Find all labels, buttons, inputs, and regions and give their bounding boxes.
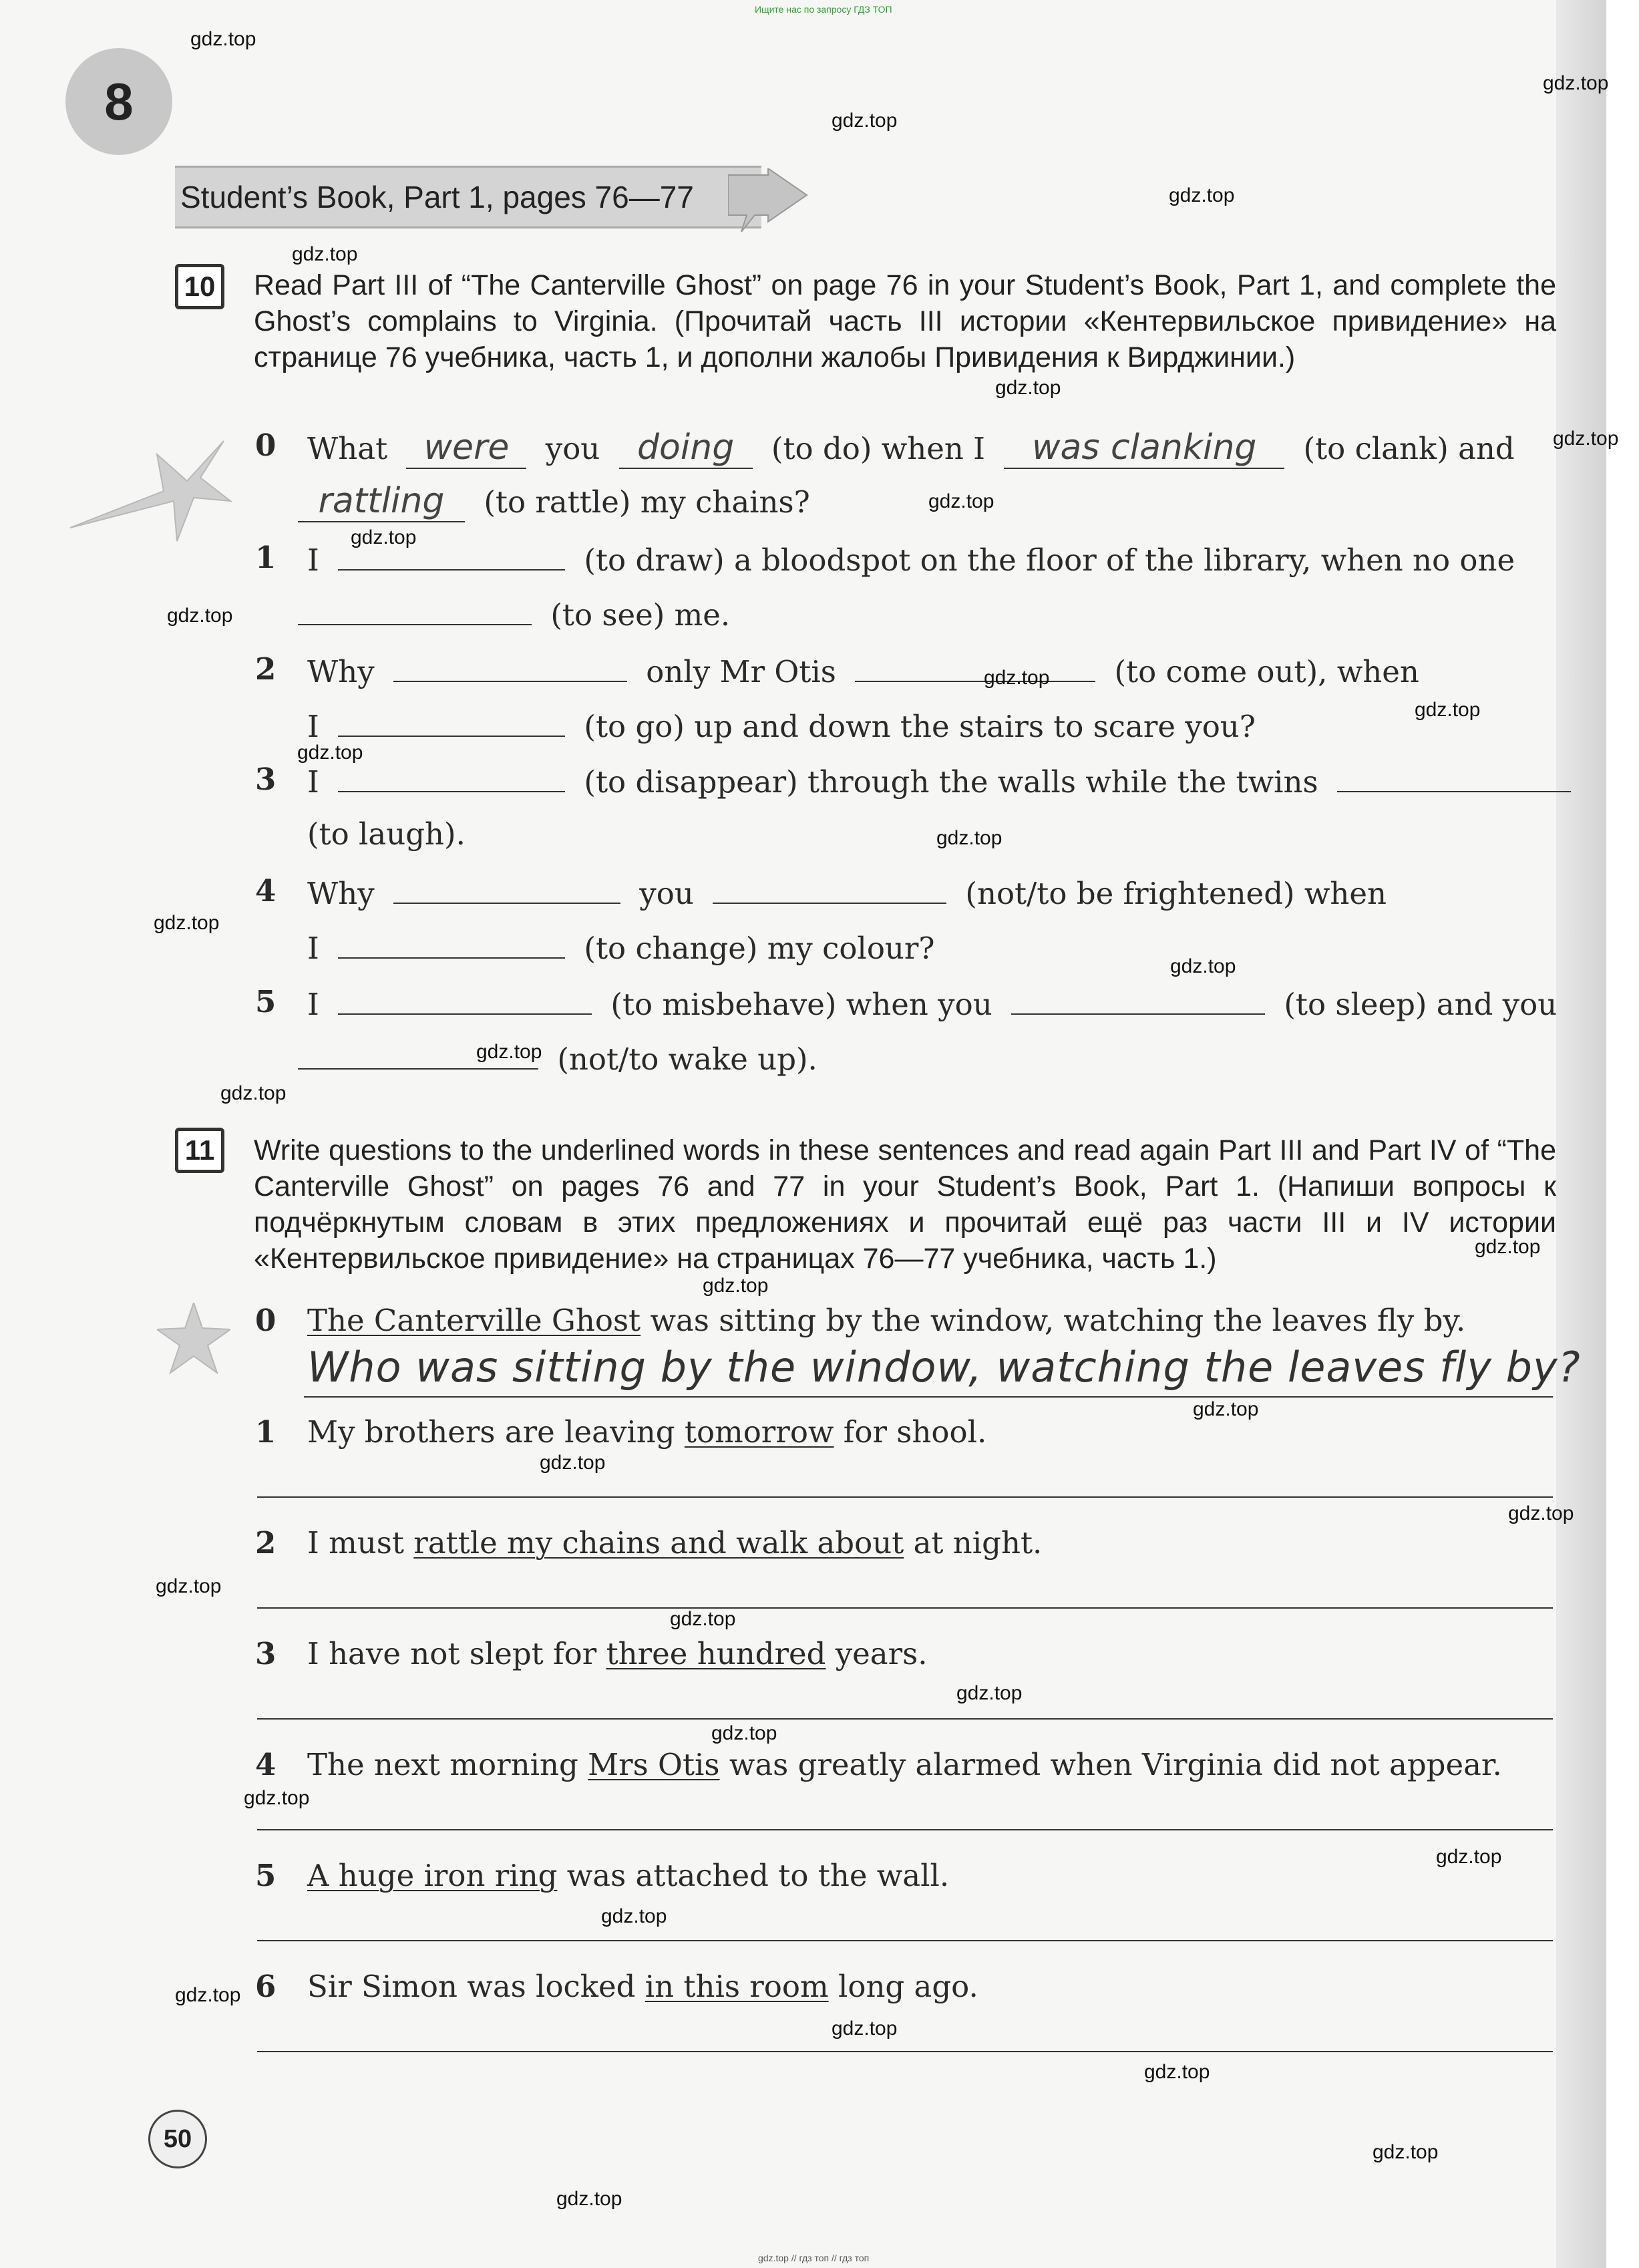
ex10-item-5-line2 xyxy=(298,1039,817,1077)
watermark: gdz.top xyxy=(832,110,898,132)
ex11-item-4-sentence xyxy=(307,1747,1502,1782)
ex10-item-5-text-c: (to sleep) and you xyxy=(1284,987,1558,1022)
ex10-item-2-text-e: (to go) up and down the stairs to scare you? xyxy=(584,709,1256,744)
ex10-item-1-text-c: (to see) me. xyxy=(550,597,731,633)
ex10-item-4-line2 xyxy=(307,928,935,966)
ex11-item-4-underlined: Mrs Otis xyxy=(588,1747,720,1782)
ex11-item-4-answer-line[interactable] xyxy=(257,1829,1553,1830)
ex10-item-1-text-a: I xyxy=(307,542,319,578)
watermark: gdz.top xyxy=(244,1787,310,1809)
ex11-item-4-number: 4 xyxy=(255,1747,277,1782)
star-icon xyxy=(157,1303,230,1376)
ex10-item-3-line2 xyxy=(307,816,466,852)
ex11-item-1-rest: for shool. xyxy=(834,1414,987,1450)
ex10-item-3-line1 xyxy=(307,762,1580,800)
page-number: 50 xyxy=(148,2110,207,2168)
ex10-item-4-text-a: Why xyxy=(307,876,375,911)
ex10-item-3-blank-1[interactable] xyxy=(338,762,565,792)
watermark: gdz.top xyxy=(156,1575,222,1597)
ex10-item-5-blank-2[interactable] xyxy=(1011,984,1265,1015)
ex11-item-1-answer-line[interactable] xyxy=(257,1496,1553,1498)
watermark: gdz.top xyxy=(540,1452,606,1474)
watermark: gdz.top xyxy=(476,1041,542,1063)
ex10-item-3-text-a: I xyxy=(307,764,319,800)
ex10-item-0-answer-3[interactable]: was clanking xyxy=(1004,428,1284,469)
ex11-item-3-pre: I have not slept for xyxy=(307,1636,606,1671)
bottom-note: gdz.top // гдз топ // гдз топ xyxy=(758,2253,870,2263)
banner-arrow-icon xyxy=(728,168,808,242)
ex10-item-5-text-a: I xyxy=(307,987,319,1022)
watermark: gdz.top xyxy=(956,1682,1023,1704)
ex11-item-6-answer-line[interactable] xyxy=(257,2051,1553,2052)
ex10-item-2-text-b: only Mr Otis xyxy=(646,654,836,689)
watermark: gdz.top xyxy=(703,1275,769,1297)
exercise-10-instruction: Read Part III of “The Canterville Ghost” on page 76 in your Student’s Book, Part 1, and complete the Ghost’s complains to Virginia. (Прочитай часть III истории «Кентервильское привидение» на странице 76 учебника, часть 1, и дополни жалобы Привидения к Вирджинии.) xyxy=(254,269,1556,373)
ex11-item-2-number: 2 xyxy=(255,1525,277,1561)
ex11-item-6-pre: Sir Simon was locked xyxy=(307,1969,645,2004)
ex10-item-2-line1 xyxy=(307,651,1419,689)
ex11-item-3-underlined: three hundred xyxy=(606,1636,826,1671)
ex11-item-5-answer-line[interactable] xyxy=(257,1940,1553,1941)
watermark: gdz.top xyxy=(175,1984,241,2006)
watermark: gdz.top xyxy=(154,912,220,934)
ex11-item-5-underlined: A huge iron ring xyxy=(307,1858,558,1893)
ex10-item-1-line2 xyxy=(298,595,730,633)
ex10-item-2-line2 xyxy=(307,706,1256,744)
unit-number: 8 xyxy=(65,48,172,155)
ex10-item-3-blank-2[interactable] xyxy=(1337,762,1571,792)
ex10-item-0-text-e: (to rattle) my chains? xyxy=(484,484,810,520)
ex11-item-3-number: 3 xyxy=(255,1636,277,1671)
ex10-item-5-number: 5 xyxy=(255,984,277,1019)
ex10-item-4-text-e: (to change) my colour? xyxy=(584,931,935,966)
ex11-item-0-underlined: The Canterville Ghost xyxy=(307,1303,641,1338)
ex10-item-0-number: 0 xyxy=(255,428,277,463)
ex10-item-2-number: 2 xyxy=(255,651,277,687)
ex10-item-5-text-b: (to misbehave) when you xyxy=(610,987,992,1022)
ex11-item-4-rest: was greatly alarmed when Virginia did not appear. xyxy=(719,1747,1502,1782)
ex11-item-5-rest: was attached to the wall. xyxy=(557,1858,950,1893)
watermark: gdz.top xyxy=(167,605,233,627)
watermark: gdz.top xyxy=(1475,1236,1541,1258)
ex10-item-0-line2 xyxy=(298,481,810,522)
ex10-item-4-blank-2[interactable] xyxy=(713,873,946,904)
ex11-item-0-number: 0 xyxy=(255,1303,277,1338)
ex11-item-3-sentence xyxy=(307,1636,928,1671)
ex11-item-1-underlined: tomorrow xyxy=(684,1414,834,1450)
watermark: gdz.top xyxy=(832,2017,898,2040)
ex10-item-4-number: 4 xyxy=(255,873,277,909)
ex10-item-4-text-d: I xyxy=(307,931,319,966)
ex11-item-3-rest: years. xyxy=(826,1636,928,1671)
ex11-item-6-sentence xyxy=(307,1969,978,2004)
ex11-item-2-rest: at night. xyxy=(904,1525,1043,1561)
watermark: gdz.top xyxy=(1553,428,1619,450)
watermark: gdz.top xyxy=(1169,184,1235,206)
ex11-item-5-sentence xyxy=(307,1858,949,1893)
ex10-item-3-number: 3 xyxy=(255,762,277,797)
watermark: gdz.top xyxy=(220,1082,287,1104)
ex10-item-2-blank-2[interactable] xyxy=(855,651,1095,682)
ex11-item-0-answer[interactable]: Who was sitting by the window, watching the leaves fly by? xyxy=(307,1343,1581,1392)
ex11-item-2-underlined: rattle my chains and walk about xyxy=(413,1525,904,1561)
watermark: gdz.top xyxy=(297,742,363,764)
ex11-item-0-answer-line xyxy=(304,1396,1553,1398)
watermark: gdz.top xyxy=(190,28,256,50)
ex10-item-4-blank-1[interactable] xyxy=(393,873,620,904)
ex10-item-3-text-b: (to disappear) through the walls while the twins xyxy=(584,764,1318,800)
watermark: gdz.top xyxy=(1436,1846,1502,1868)
ex10-item-0-text-b: you xyxy=(545,431,600,466)
ex10-item-2-blank-1[interactable] xyxy=(393,651,627,682)
watermark: gdz.top xyxy=(984,667,1050,689)
ex10-item-0-text-d: (to clank) and xyxy=(1303,431,1515,466)
ex10-item-4-blank-3[interactable] xyxy=(338,928,565,959)
watermark: gdz.top xyxy=(351,526,417,548)
ex11-item-3-answer-line[interactable] xyxy=(257,1718,1553,1720)
section-banner: Student’s Book, Part 1, pages 76—77 xyxy=(175,166,761,228)
ex11-item-2-pre: I must xyxy=(307,1525,414,1561)
watermark: gdz.top xyxy=(1543,72,1609,94)
star-icon xyxy=(63,428,244,561)
ex10-item-2-text-c: (to come out), when xyxy=(1114,654,1419,689)
ex10-item-2-text-d: I xyxy=(307,709,319,744)
ex10-item-5-blank-1[interactable] xyxy=(338,984,592,1015)
ex10-item-0-line1 xyxy=(307,428,1515,469)
ex11-item-2-sentence xyxy=(307,1525,1042,1561)
ex10-item-4-line1 xyxy=(307,873,1387,911)
watermark: gdz.top xyxy=(1193,1398,1259,1420)
watermark: gdz.top xyxy=(670,1608,736,1630)
ex11-item-0-rest: was sitting by the window, watching the leaves fly by. xyxy=(641,1303,1466,1338)
ex10-item-4-text-c: (not/to be frightened) when xyxy=(965,876,1387,911)
ex10-item-0-answer-2[interactable]: doing xyxy=(619,428,753,469)
ex10-item-5-line1 xyxy=(307,984,1557,1022)
ex11-item-6-underlined: in this room xyxy=(645,1969,829,2004)
ex10-item-1-number: 1 xyxy=(255,540,277,575)
ex10-item-2-blank-3[interactable] xyxy=(338,706,565,737)
ex10-item-5-text-d: (not/to wake up). xyxy=(557,1041,817,1077)
exercise-11-instruction: Write questions to the underlined words in these sentences and read again Part III and Part IV of “The Canterville Ghost” on pages 76 and 77 in your Student’s Book, Part 1. (Напиши вопросы к подчёркнутым словам в этих предложениях и прочитай ещё раз части III и IV истории «Кентервильское привидение» на страницах 76—77 учебника, часть 1.) xyxy=(254,1134,1556,1275)
ex11-item-1-pre: My brothers are leaving xyxy=(307,1414,685,1450)
watermark: gdz.top xyxy=(1170,955,1236,977)
exercise-11-number: 11 xyxy=(175,1128,224,1173)
ex10-item-0-answer-4[interactable]: rattling xyxy=(298,481,465,522)
ex10-item-0-text-c: (to do) when I xyxy=(771,431,985,466)
ex11-item-6-number: 6 xyxy=(255,1969,277,2004)
exercise-10-number: 10 xyxy=(175,264,224,309)
ex10-item-1-text-b: (to draw) a bloodspot on the floor of the library, when no one xyxy=(584,542,1515,578)
ex10-item-0-text-a: What xyxy=(307,431,388,466)
ex10-item-4-text-b: you xyxy=(639,876,694,911)
watermark: gdz.top xyxy=(711,1722,777,1744)
ex10-item-1-blank-2[interactable] xyxy=(298,595,532,625)
ex11-item-4-pre: The next morning xyxy=(307,1747,588,1782)
watermark: gdz.top xyxy=(292,243,358,265)
watermark: gdz.top xyxy=(556,2188,622,2210)
watermark: gdz.top xyxy=(995,377,1061,399)
ex11-item-0-sentence xyxy=(307,1303,1465,1338)
ex10-item-3-text-c: (to laugh). xyxy=(307,816,466,852)
ex11-item-5-number: 5 xyxy=(255,1858,277,1893)
watermark: gdz.top xyxy=(1508,1502,1574,1524)
ex10-item-2-text-a: Why xyxy=(307,654,375,689)
ex11-item-1-sentence xyxy=(307,1414,986,1450)
page-edge-shadow xyxy=(1556,0,1639,2268)
watermark: gdz.top xyxy=(928,490,994,512)
watermark: gdz.top xyxy=(1144,2061,1210,2083)
ex10-item-0-answer-1[interactable]: were xyxy=(406,428,526,469)
watermark: gdz.top xyxy=(601,1905,667,1927)
watermark: gdz.top xyxy=(936,827,1003,849)
watermark: gdz.top xyxy=(1373,2141,1439,2163)
ex11-item-2-answer-line[interactable] xyxy=(257,1607,1553,1609)
ex11-item-6-rest: long ago. xyxy=(828,1969,978,2004)
top-note: Ищите нас по запросу ГДЗ ТОП xyxy=(755,4,892,15)
ex11-item-1-number: 1 xyxy=(255,1414,277,1450)
ex10-item-1-line1 xyxy=(307,540,1515,578)
watermark: gdz.top xyxy=(1415,699,1481,721)
